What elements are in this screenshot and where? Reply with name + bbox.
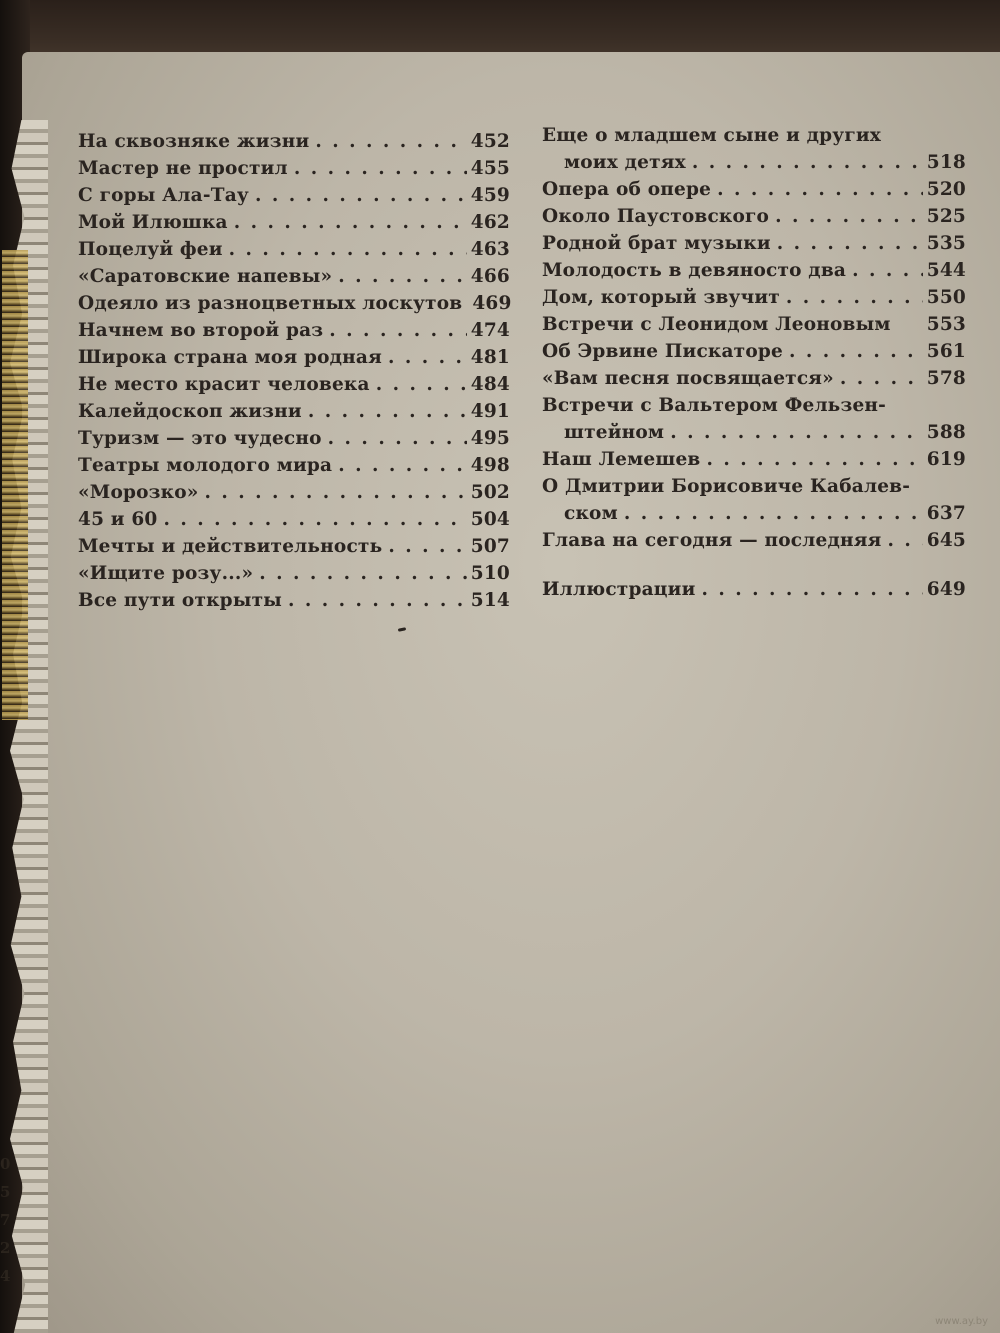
toc-entry-page: 510 — [470, 563, 510, 584]
toc-entry-page: 495 — [470, 428, 510, 449]
dot-leader — [229, 236, 467, 263]
toc-entry-title: Одеяло из разноцветных лоскутов — [78, 293, 463, 314]
toc-entry — [542, 527, 966, 554]
dot-leader — [692, 149, 923, 176]
toc-entry-title: 45 и 60 — [78, 509, 158, 530]
toc-entry-title: «Морозко» — [78, 482, 199, 503]
dot-leader — [670, 419, 923, 446]
toc-entry — [78, 398, 510, 425]
toc-entry — [78, 209, 510, 236]
dot-leader — [259, 560, 467, 587]
toc-entry — [78, 533, 510, 560]
toc-entry-title: Около Паустовского — [542, 206, 770, 227]
toc-entry-title: ском — [564, 503, 618, 524]
dot-leader — [775, 203, 923, 230]
toc-entry — [542, 419, 966, 446]
dot-leader — [376, 371, 467, 398]
dot-leader — [388, 533, 466, 560]
toc-entry-line — [542, 392, 966, 419]
toc-entry — [542, 203, 966, 230]
dot-leader — [234, 209, 467, 236]
toc-entry-page: 452 — [470, 131, 510, 152]
toc-entry-page: 507 — [470, 536, 510, 557]
toc-entry — [78, 452, 510, 479]
toc-entry — [542, 338, 966, 365]
toc-entry-title: Мастер не простил — [78, 158, 288, 179]
toc-entry-page: 498 — [470, 455, 510, 476]
toc-entry-page: 637 — [926, 503, 966, 524]
toc-entry-title: Дом, который звучит — [542, 287, 780, 308]
toc-right-column — [542, 122, 966, 603]
dot-leader — [786, 284, 923, 311]
toc-entry-title: Широка страна моя родная — [78, 347, 382, 368]
toc-entry — [542, 176, 966, 203]
prev-page-number: 4 — [0, 1267, 11, 1285]
toc-entry-title: штейном — [564, 422, 665, 443]
dot-leader — [702, 576, 923, 603]
toc-entry-page: 588 — [926, 422, 966, 443]
toc-entry-title: Не место красит человека — [78, 374, 370, 395]
toc-entry — [78, 155, 510, 182]
previous-page-numbers — [0, 1150, 16, 1290]
dot-leader — [338, 452, 467, 479]
dot-leader — [840, 365, 923, 392]
toc-entry-title: Наш Лемешев — [542, 449, 701, 470]
toc-entry — [78, 344, 510, 371]
toc-entry-page: 484 — [470, 374, 510, 395]
toc-entry — [78, 317, 510, 344]
toc-entry — [542, 446, 966, 473]
toc-entry-page: 462 — [470, 212, 510, 233]
prev-page-number: 2 — [0, 1239, 11, 1257]
toc-entry-title: Туризм — это чудесно — [78, 428, 322, 449]
toc-entry-page: 619 — [926, 449, 966, 470]
toc-entry-title: Встречи с Вальтером Фельзен- — [542, 395, 887, 416]
toc-entry-page: 525 — [926, 206, 966, 227]
toc-entry-title: Мой Илюшка — [78, 212, 228, 233]
toc-entry — [542, 311, 966, 338]
toc-entry-title: Калейдоскоп жизни — [78, 401, 302, 422]
dot-leader — [288, 587, 467, 614]
toc-entry-page: 514 — [470, 590, 510, 611]
toc-entry-title: С горы Ала-Тау — [78, 185, 249, 206]
toc-entry-page: 550 — [926, 287, 966, 308]
toc-entry-title: Иллюстрации — [542, 579, 696, 600]
toc-entry — [542, 365, 966, 392]
toc-entry — [78, 506, 510, 533]
toc-entry — [542, 284, 966, 311]
toc-entry-title: Встречи с Леонидом Леоновым — [542, 314, 891, 335]
prev-page-number: 7 — [0, 1211, 11, 1229]
toc-entry-page: 469 — [472, 293, 512, 314]
toc-entry-line — [542, 122, 966, 149]
toc-entry-page: 481 — [470, 347, 510, 368]
toc-entry-title: На сквозняке жизни — [78, 131, 310, 152]
prev-page-number: 5 — [0, 1183, 11, 1201]
toc-entry — [78, 236, 510, 263]
toc-entry — [542, 257, 966, 284]
toc-entry — [78, 425, 510, 452]
toc-entry-title: О Дмитрии Борисовиче Кабалев- — [542, 476, 911, 497]
toc-entry-page: 504 — [470, 509, 510, 530]
toc-entry-title: Глава на сегодня — последняя — [542, 530, 882, 551]
dot-leader — [328, 425, 467, 452]
toc-entry-page: 520 — [926, 179, 966, 200]
toc-entry-page: 491 — [470, 401, 510, 422]
toc-entry-title: Начнем во второй раз — [78, 320, 324, 341]
toc-entry-page: 459 — [470, 185, 510, 206]
dot-leader — [308, 398, 467, 425]
toc-entry-title: «Ищите розу...» — [78, 563, 254, 584]
dot-leader — [255, 182, 467, 209]
dot-leader — [887, 527, 922, 554]
toc-entry-title: моих детях — [564, 152, 686, 173]
dot-leader — [624, 500, 923, 527]
toc-entry-title: Театры молодого мира — [78, 455, 333, 476]
toc-entry — [78, 587, 510, 614]
prev-page-number: 0 — [0, 1155, 11, 1173]
toc-left-column — [78, 128, 510, 614]
toc-entry-title: Молодость в девяносто два — [542, 260, 847, 281]
toc-entry-title: «Саратовские напевы» — [78, 266, 333, 287]
dot-leader — [164, 506, 467, 533]
dot-leader — [717, 176, 923, 203]
toc-entry-page: 518 — [926, 152, 966, 173]
toc-entry — [542, 500, 966, 527]
dot-leader — [294, 155, 467, 182]
toc-entry-page: 502 — [470, 482, 510, 503]
toc-entry — [78, 263, 510, 290]
binding-thread — [2, 250, 28, 720]
toc-entry-page: 455 — [470, 158, 510, 179]
toc-entry — [78, 479, 510, 506]
toc-entry-page: 578 — [926, 368, 966, 389]
toc-entry-page: 474 — [470, 320, 510, 341]
toc-entry-title: «Вам песня посвящается» — [542, 368, 834, 389]
toc-entry-page: 466 — [470, 266, 510, 287]
dot-leader — [329, 317, 466, 344]
toc-entry-page: 463 — [470, 239, 510, 260]
dot-leader — [706, 446, 922, 473]
dot-leader — [205, 479, 467, 506]
toc-entry-line — [542, 473, 966, 500]
toc-entry-title: Об Эрвине Пискаторе — [542, 341, 783, 362]
dot-leader — [852, 257, 923, 284]
toc-entry — [542, 576, 966, 603]
toc-entry-title: Мечты и действительность — [78, 536, 383, 557]
dot-leader — [315, 128, 466, 155]
dot-leader — [789, 338, 923, 365]
toc-entry-title: Родной брат музыки — [542, 233, 771, 254]
toc-entry — [78, 128, 510, 155]
toc-entry-page: 544 — [926, 260, 966, 281]
toc-entry-page: 645 — [926, 530, 966, 551]
toc-entry — [78, 290, 510, 317]
toc-entry — [78, 560, 510, 587]
dot-leader — [338, 263, 467, 290]
toc-entry-title: Поцелуй феи — [78, 239, 223, 260]
toc-entry-title: Опера об опере — [542, 179, 712, 200]
toc-entry — [78, 182, 510, 209]
toc-entry-page: 535 — [926, 233, 966, 254]
dot-leader — [388, 344, 467, 371]
toc-entry-title: Еще о младшем сыне и других — [542, 125, 882, 146]
toc-entry-page: 649 — [926, 579, 966, 600]
toc-entry — [542, 149, 966, 176]
watermark: www.ay.by — [935, 1316, 988, 1327]
toc-entry — [78, 371, 510, 398]
toc-entry-page: 561 — [926, 341, 966, 362]
toc-entry-title: Все пути открыты — [78, 590, 282, 611]
toc-entry — [542, 230, 966, 257]
dot-leader — [777, 230, 923, 257]
toc-entry-page: 553 — [926, 314, 966, 335]
